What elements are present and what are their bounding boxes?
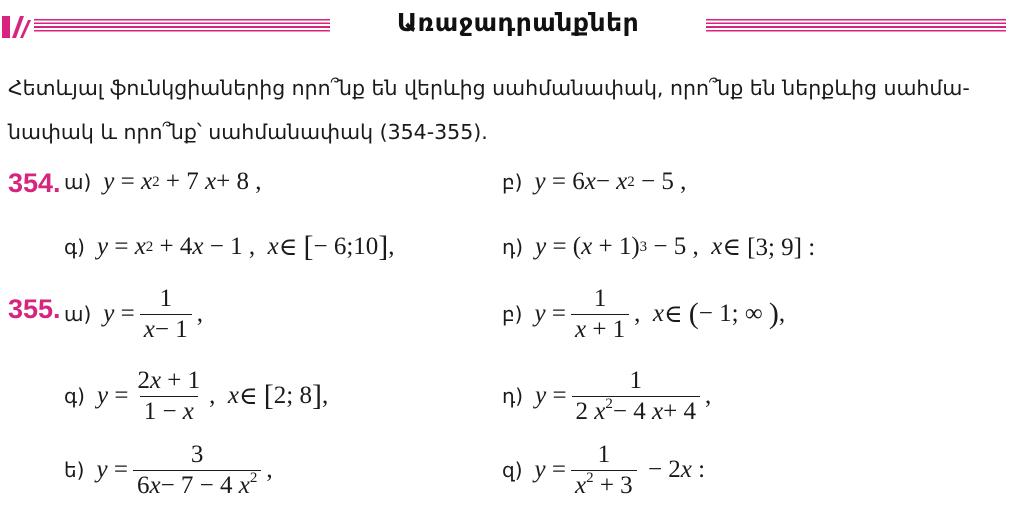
corner-logo-icon bbox=[2, 16, 32, 38]
problem-354-d bbox=[502, 232, 815, 262]
formula: y = x 2 + 4 x − 1 , x ∈ [ − 6;10 ] , bbox=[96, 230, 395, 263]
section-header bbox=[0, 0, 1023, 56]
problem-354-b bbox=[502, 168, 686, 196]
problem-number-355: 355. bbox=[8, 294, 61, 324]
formula: y = x 2 + 7 x + 8 , bbox=[103, 168, 262, 195]
item-label: գ) bbox=[64, 384, 85, 408]
item-label: ե) bbox=[64, 458, 85, 482]
item-label: ա) bbox=[64, 302, 92, 326]
item-label: դ) bbox=[502, 235, 524, 259]
item-label: բ) bbox=[502, 170, 523, 194]
problem-355-d bbox=[502, 366, 711, 426]
problem-355-b bbox=[502, 284, 785, 344]
instructions-text: Հետևյալ ֆունկցիաներից որո՞նք են վերևից սահմանափակ, որո՞նք են ներքևից սահմա-նափակ և որո՞նք՝ սահմանափակ (354-355). bbox=[8, 76, 970, 144]
formula: y = $\frac{2x + 1}{1 - x}$ , x ∈ [ 2; 8 ] , bbox=[96, 367, 329, 425]
item-label: դ) bbox=[502, 384, 524, 408]
item-label: զ) bbox=[502, 458, 523, 482]
problem-355-c bbox=[64, 366, 328, 426]
problem-354-c bbox=[64, 232, 395, 262]
formula: y = $\frac{1}{x- 1}$ , bbox=[103, 285, 203, 343]
problem-355-a bbox=[64, 284, 203, 344]
formula: y = $\frac{1}{x^2 + 3}$ − 2 x : bbox=[534, 441, 706, 499]
problem-355-e bbox=[64, 440, 273, 500]
section-title: Առաջադրանքներ bbox=[396, 8, 640, 37]
formula: y = 6 x − x 2 − 5 , bbox=[534, 168, 687, 195]
formula: y = $\frac{3}{6x- 7 - 4 x^2}$ , bbox=[96, 441, 273, 499]
problem-355-f bbox=[502, 440, 705, 500]
header-rule-right bbox=[706, 19, 1006, 33]
formula: y = ( x + 1) 3 − 5 , x ∈ [3; 9] : bbox=[535, 233, 816, 261]
item-label: ա) bbox=[64, 170, 92, 194]
formula: y = $\frac{1}{x + 1}$ , x ∈ ( − 1; ∞ ) , bbox=[534, 285, 786, 343]
header-rule-left bbox=[34, 19, 330, 33]
problem-354-a bbox=[64, 168, 261, 196]
item-label: բ) bbox=[502, 302, 523, 326]
item-label: գ) bbox=[64, 235, 85, 259]
formula: y = $\frac{1}{2 x^2- 4 x+ 4}$ , bbox=[535, 367, 712, 425]
problem-number-354: 354. bbox=[8, 168, 61, 198]
